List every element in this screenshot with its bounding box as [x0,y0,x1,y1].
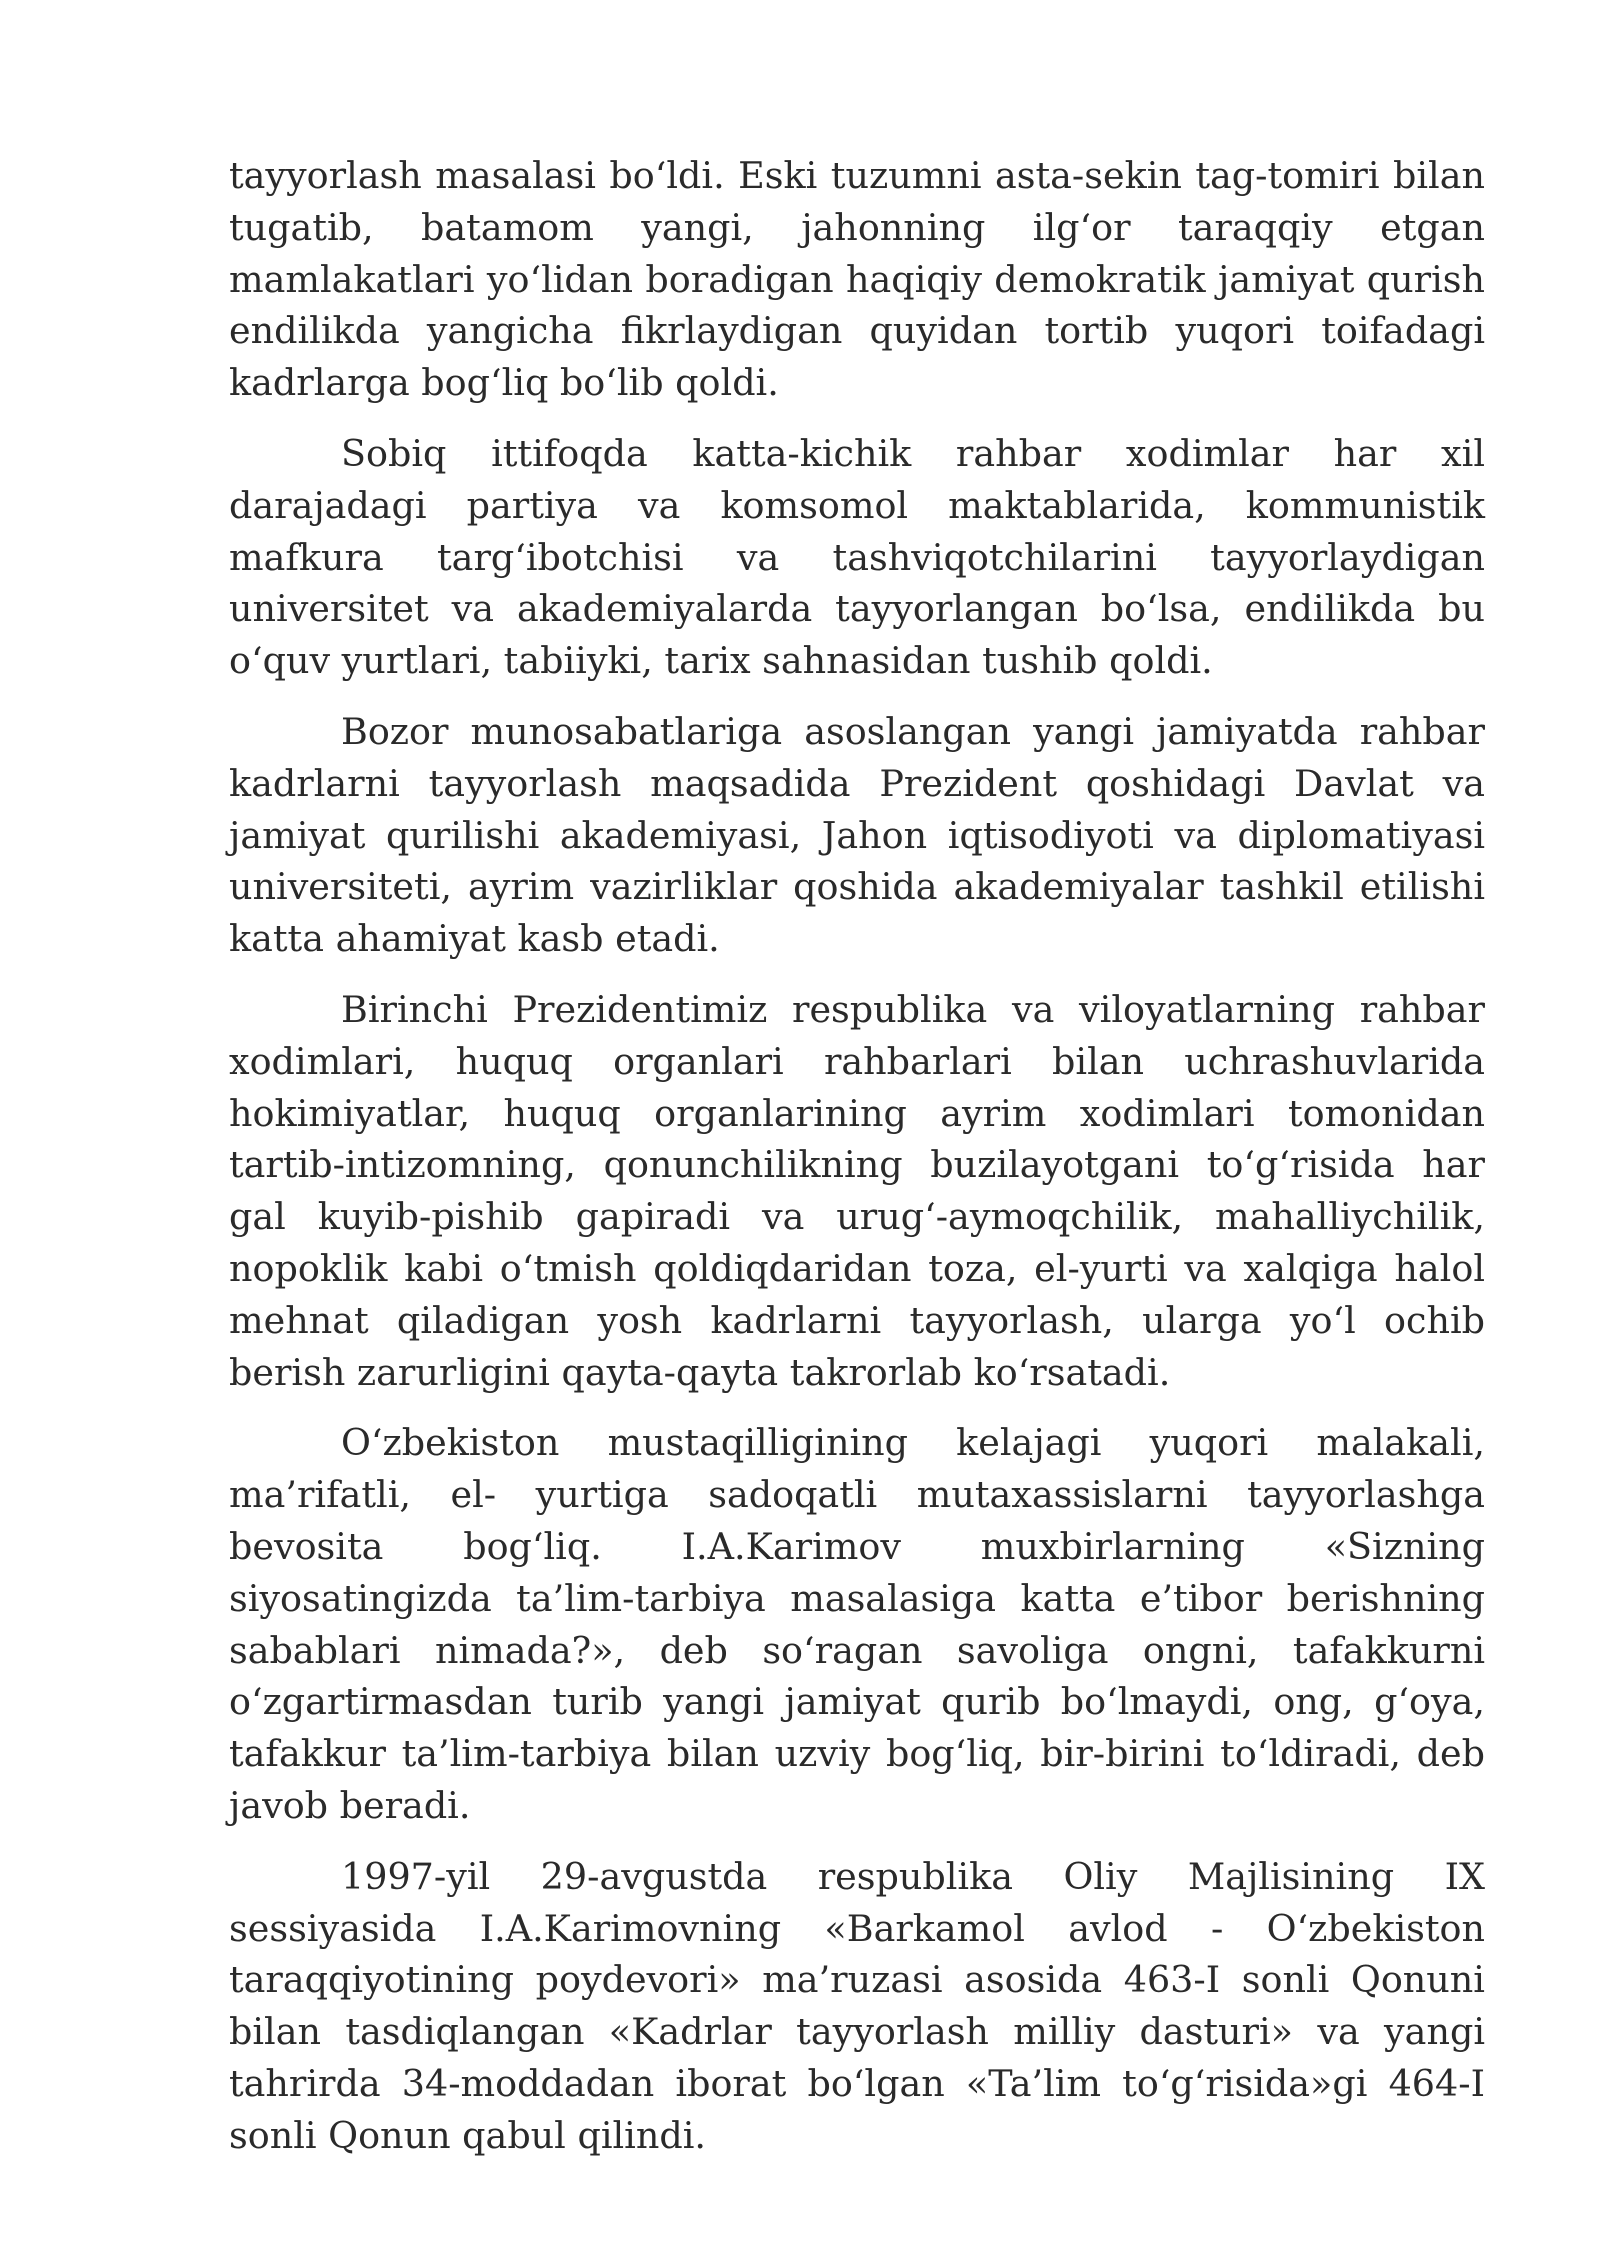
body-text [229,150,1485,2180]
paragraph-5: O‘zbekiston mustaqilligining kelajagi yuqori malakali, ma’rifatli, el- yurtiga sadoqatli mutaxassislarni tayyorlashga bevosita bog‘liq. I.A.Karimov muxbirlarning «Sizning siyosatingizda ta’lim-tarbiya masalasiga katta e’tibor berishning sabablari nimada?», deb so‘ragan savoliga ongni, tafakkurni o‘zgartirmasdan turib yangi jamiyat qurib bo‘lmaydi, ong, g‘oya, tafakkur ta’lim-tarbiya bilan uzviy bog‘liq, bir-birini to‘ldiradi, deb javob beradi. [229,1421,1485,1827]
paragraph-6: 1997-yil 29-avgustda respublika Oliy Majlisining IX sessiyasida I.A.Karimovning «Barkamol avlod - O‘zbekiston taraqqiyotining poydevori» ma’ruzasi asosida 463-I sonli Qonuni bilan tasdiqlangan «Kadrlar tayyorlash milliy dasturi» va yangi tahrirda 34-moddadan iborat bo‘lgan «Ta’lim to‘g‘risida»gi 464-I sonli Qonun qabul qilindi. [229,1854,1485,2157]
paragraph-3: Bozor munosabatlariga asoslangan yangi jamiyatda rahbar kadrlarni tayyorlash maqsadida Prezident qoshidagi Davlat va jamiyat qurilishi akademiyasi, Jahon iqtisodiyoti va diplomatiyasi universiteti, ayrim vazirliklar qoshida akademiyalar tashkil etilishi katta ahamiyat kasb etadi. [229,709,1485,961]
paragraph-1: tayyorlash masalasi bo‘ldi. Eski tuzumni asta-sekin tag-tomiri bilan tugatib, batamom yangi, jahonning ilg‘or taraqqiy etgan mamlakatlari yo‘lidan boradigan haqiqiy demokratik jamiyat qurish endilikda yangicha fikrlaydigan quyidan tortib yuqori toifadagi kadrlarga bog‘liq bo‘lib qoldi. [229,154,1485,405]
paragraph-2: Sobiq ittifoqda katta-kichik rahbar xodimlar har xil darajadagi partiya va komsomol maktablarida, kommunistik mafkura targ‘ibotchisi va tashviqotchilarini tayyorlaydigan universitet va akademiyalarda tayyorlangan bo‘lsa, endilikda bu o‘quv yurtlari, tabiiyki, tarix sahnasidan tushib qoldi. [229,431,1485,683]
paragraph-4: Birinchi Prezidentimiz respublika va viloyatlarning rahbar xodimlari, huquq organlari rahbarlari bilan uchrashuvlarida hokimiyatlar, huquq organlarining ayrim xodimlari tomonidan tartib-intizomning, qonunchilikning buzilayotgani to‘g‘risida har gal kuyib-pishib gapiradi va urug‘-aymoqchilik, mahalliychilik, nopoklik kabi o‘tmish qoldiqdaridan toza, el-yurti va xalqiga halol mehnat qiladigan yosh kadrlarni tayyorlash, ularga yo‘l ochib berish zarurligini qayta-qayta takrorlab ko‘rsatadi. [229,987,1485,1394]
